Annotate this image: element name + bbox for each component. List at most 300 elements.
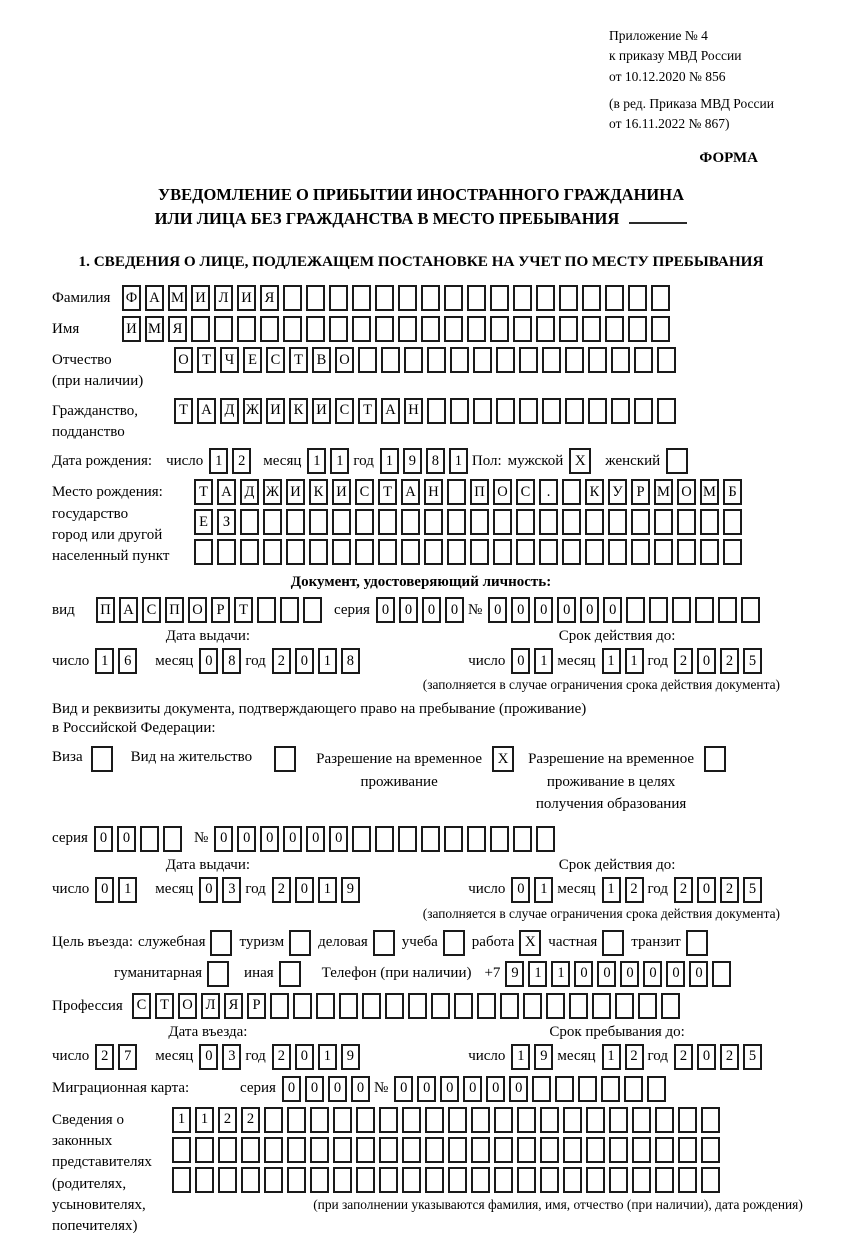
char-cell[interactable]	[559, 316, 578, 342]
char-cell[interactable]: С	[142, 597, 161, 623]
char-cell[interactable]: Н	[404, 398, 423, 424]
char-cell[interactable]	[352, 285, 371, 311]
char-cell[interactable]	[494, 1107, 513, 1133]
char-cell[interactable]: И	[312, 398, 331, 424]
char-cell[interactable]	[539, 509, 558, 535]
char-cell[interactable]	[427, 398, 446, 424]
char-cell[interactable]: 5	[743, 1044, 762, 1070]
char-cell[interactable]	[310, 1137, 329, 1163]
char-cell[interactable]: И	[191, 285, 210, 311]
char-cell[interactable]	[356, 1167, 375, 1193]
char-cell[interactable]	[375, 285, 394, 311]
char-cell[interactable]	[651, 316, 670, 342]
char-cell[interactable]: З	[217, 509, 236, 535]
char-cell[interactable]: О	[493, 479, 512, 505]
char-cell[interactable]: 1	[449, 448, 468, 474]
char-cell[interactable]: 0	[580, 597, 599, 623]
char-cell[interactable]	[634, 347, 653, 373]
char-cell[interactable]: 0	[509, 1076, 528, 1102]
char-cell[interactable]: 0	[534, 597, 553, 623]
char-cell[interactable]: А	[145, 285, 164, 311]
char-cell[interactable]	[655, 1137, 674, 1163]
char-cell[interactable]: К	[309, 479, 328, 505]
char-cell[interactable]	[631, 539, 650, 565]
char-cell[interactable]: 2	[272, 1044, 291, 1070]
char-cell[interactable]: 7	[118, 1044, 137, 1070]
char-cell[interactable]: 1	[318, 877, 337, 903]
char-cell[interactable]: 2	[674, 877, 693, 903]
char-cell[interactable]	[592, 993, 611, 1019]
char-cell[interactable]: 1	[602, 1044, 621, 1070]
char-cell[interactable]: 2	[241, 1107, 260, 1133]
char-cell[interactable]: Т	[289, 347, 308, 373]
char-cell[interactable]: 0	[295, 1044, 314, 1070]
char-cell[interactable]	[611, 398, 630, 424]
char-cell[interactable]	[329, 285, 348, 311]
char-cell[interactable]	[163, 826, 182, 852]
char-cell[interactable]	[286, 539, 305, 565]
char-cell[interactable]: М	[145, 316, 164, 342]
char-cell[interactable]	[303, 597, 322, 623]
char-cell[interactable]	[677, 509, 696, 535]
char-cell[interactable]	[473, 347, 492, 373]
char-cell[interactable]: С	[266, 347, 285, 373]
char-cell[interactable]	[379, 1167, 398, 1193]
char-cell[interactable]: 0	[305, 1076, 324, 1102]
char-cell[interactable]: Ф	[122, 285, 141, 311]
char-cell[interactable]	[214, 316, 233, 342]
char-cell[interactable]	[378, 539, 397, 565]
char-cell[interactable]	[264, 1167, 283, 1193]
char-cell[interactable]	[260, 316, 279, 342]
char-cell[interactable]	[490, 826, 509, 852]
char-cell[interactable]: Ж	[243, 398, 262, 424]
char-cell[interactable]	[356, 1137, 375, 1163]
char-cell[interactable]: 1	[528, 961, 547, 987]
char-cell[interactable]: Н	[424, 479, 443, 505]
char-cell[interactable]	[678, 1137, 697, 1163]
purpose-humanitarian-checkbox[interactable]	[207, 961, 229, 987]
char-cell[interactable]: 0	[94, 826, 113, 852]
char-cell[interactable]	[657, 398, 676, 424]
char-cell[interactable]: Т	[197, 347, 216, 373]
char-cell[interactable]	[700, 539, 719, 565]
char-cell[interactable]: 0	[282, 1076, 301, 1102]
char-cell[interactable]: С	[355, 479, 374, 505]
char-cell[interactable]	[540, 1107, 559, 1133]
char-cell[interactable]	[264, 1107, 283, 1133]
char-cell[interactable]	[634, 398, 653, 424]
char-cell[interactable]: А	[381, 398, 400, 424]
char-cell[interactable]	[578, 1076, 597, 1102]
char-cell[interactable]: А	[217, 479, 236, 505]
char-cell[interactable]	[601, 1076, 620, 1102]
char-cell[interactable]: 2	[625, 1044, 644, 1070]
char-cell[interactable]: И	[286, 479, 305, 505]
char-cell[interactable]: 2	[674, 648, 693, 674]
char-cell[interactable]	[678, 1167, 697, 1193]
char-cell[interactable]	[626, 597, 645, 623]
char-cell[interactable]	[454, 993, 473, 1019]
char-cell[interactable]	[470, 509, 489, 535]
char-cell[interactable]: 0	[697, 877, 716, 903]
char-cell[interactable]	[661, 993, 680, 1019]
char-cell[interactable]: 0	[394, 1076, 413, 1102]
purpose-work-checkbox[interactable]: X	[519, 930, 541, 956]
char-cell[interactable]: 1	[380, 448, 399, 474]
char-cell[interactable]: Т	[378, 479, 397, 505]
char-cell[interactable]	[306, 285, 325, 311]
char-cell[interactable]: 9	[534, 1044, 553, 1070]
char-cell[interactable]	[517, 1137, 536, 1163]
char-cell[interactable]	[493, 539, 512, 565]
char-cell[interactable]	[628, 316, 647, 342]
char-cell[interactable]: 9	[403, 448, 422, 474]
visa-checkbox[interactable]	[91, 746, 113, 772]
char-cell[interactable]: 3	[222, 877, 241, 903]
char-cell[interactable]	[718, 597, 737, 623]
char-cell[interactable]: 0	[417, 1076, 436, 1102]
char-cell[interactable]	[398, 316, 417, 342]
char-cell[interactable]: М	[654, 479, 673, 505]
purpose-business-checkbox[interactable]	[373, 930, 395, 956]
char-cell[interactable]	[283, 316, 302, 342]
char-cell[interactable]: К	[585, 479, 604, 505]
char-cell[interactable]: 0	[463, 1076, 482, 1102]
char-cell[interactable]	[611, 347, 630, 373]
char-cell[interactable]	[723, 509, 742, 535]
char-cell[interactable]	[654, 509, 673, 535]
char-cell[interactable]	[678, 1107, 697, 1133]
char-cell[interactable]	[519, 398, 538, 424]
char-cell[interactable]: Л	[201, 993, 220, 1019]
char-cell[interactable]	[270, 993, 289, 1019]
char-cell[interactable]	[257, 597, 276, 623]
char-cell[interactable]	[309, 539, 328, 565]
char-cell[interactable]	[473, 398, 492, 424]
male-checkbox[interactable]: X	[569, 448, 591, 474]
char-cell[interactable]: 8	[426, 448, 445, 474]
char-cell[interactable]: 2	[218, 1107, 237, 1133]
char-cell[interactable]: 0	[557, 597, 576, 623]
char-cell[interactable]	[513, 826, 532, 852]
purpose-other-checkbox[interactable]	[279, 961, 301, 987]
char-cell[interactable]	[427, 347, 446, 373]
char-cell[interactable]	[555, 1076, 574, 1102]
char-cell[interactable]: 0	[306, 826, 325, 852]
char-cell[interactable]	[467, 285, 486, 311]
char-cell[interactable]: И	[332, 479, 351, 505]
char-cell[interactable]: 0	[199, 1044, 218, 1070]
char-cell[interactable]: О	[174, 347, 193, 373]
char-cell[interactable]: 0	[511, 597, 530, 623]
char-cell[interactable]	[329, 316, 348, 342]
char-cell[interactable]: 0	[199, 877, 218, 903]
char-cell[interactable]: Р	[211, 597, 230, 623]
char-cell[interactable]: 0	[376, 597, 395, 623]
char-cell[interactable]	[523, 993, 542, 1019]
char-cell[interactable]: 0	[260, 826, 279, 852]
char-cell[interactable]	[494, 1137, 513, 1163]
char-cell[interactable]	[516, 539, 535, 565]
char-cell[interactable]	[425, 1137, 444, 1163]
char-cell[interactable]	[401, 539, 420, 565]
char-cell[interactable]	[333, 1137, 352, 1163]
char-cell[interactable]	[263, 539, 282, 565]
char-cell[interactable]: 0	[329, 826, 348, 852]
char-cell[interactable]	[447, 479, 466, 505]
char-cell[interactable]	[402, 1137, 421, 1163]
char-cell[interactable]	[402, 1107, 421, 1133]
char-cell[interactable]	[609, 1137, 628, 1163]
char-cell[interactable]: В	[312, 347, 331, 373]
char-cell[interactable]: Д	[220, 398, 239, 424]
char-cell[interactable]	[401, 509, 420, 535]
char-cell[interactable]	[712, 961, 731, 987]
char-cell[interactable]	[339, 993, 358, 1019]
char-cell[interactable]: 2	[232, 448, 251, 474]
char-cell[interactable]	[632, 1137, 651, 1163]
char-cell[interactable]: Л	[214, 285, 233, 311]
char-cell[interactable]	[310, 1167, 329, 1193]
char-cell[interactable]	[700, 509, 719, 535]
char-cell[interactable]: 8	[341, 648, 360, 674]
char-cell[interactable]: 1	[330, 448, 349, 474]
char-cell[interactable]: И	[122, 316, 141, 342]
char-cell[interactable]	[647, 1076, 666, 1102]
char-cell[interactable]	[546, 993, 565, 1019]
char-cell[interactable]: 1	[209, 448, 228, 474]
char-cell[interactable]	[447, 509, 466, 535]
char-cell[interactable]	[467, 316, 486, 342]
char-cell[interactable]: 2	[674, 1044, 693, 1070]
char-cell[interactable]: Т	[155, 993, 174, 1019]
char-cell[interactable]: 0	[95, 877, 114, 903]
char-cell[interactable]	[398, 826, 417, 852]
char-cell[interactable]: 1	[602, 648, 621, 674]
char-cell[interactable]	[651, 285, 670, 311]
char-cell[interactable]	[741, 597, 760, 623]
char-cell[interactable]: 9	[505, 961, 524, 987]
char-cell[interactable]: К	[289, 398, 308, 424]
char-cell[interactable]	[562, 539, 581, 565]
char-cell[interactable]: 5	[743, 648, 762, 674]
char-cell[interactable]	[172, 1137, 191, 1163]
char-cell[interactable]	[582, 285, 601, 311]
char-cell[interactable]	[450, 398, 469, 424]
char-cell[interactable]	[563, 1167, 582, 1193]
char-cell[interactable]: 8	[222, 648, 241, 674]
char-cell[interactable]	[431, 993, 450, 1019]
char-cell[interactable]	[264, 1137, 283, 1163]
char-cell[interactable]	[513, 316, 532, 342]
char-cell[interactable]: Е	[243, 347, 262, 373]
char-cell[interactable]	[421, 316, 440, 342]
char-cell[interactable]	[450, 347, 469, 373]
char-cell[interactable]: 1	[318, 648, 337, 674]
char-cell[interactable]: Я	[168, 316, 187, 342]
char-cell[interactable]: Т	[194, 479, 213, 505]
char-cell[interactable]	[585, 539, 604, 565]
char-cell[interactable]	[470, 539, 489, 565]
char-cell[interactable]: 0	[620, 961, 639, 987]
char-cell[interactable]	[631, 509, 650, 535]
char-cell[interactable]	[287, 1137, 306, 1163]
char-cell[interactable]	[218, 1167, 237, 1193]
char-cell[interactable]	[378, 509, 397, 535]
char-cell[interactable]	[605, 316, 624, 342]
char-cell[interactable]: М	[700, 479, 719, 505]
char-cell[interactable]	[654, 539, 673, 565]
char-cell[interactable]	[421, 285, 440, 311]
char-cell[interactable]	[540, 1137, 559, 1163]
char-cell[interactable]	[447, 539, 466, 565]
char-cell[interactable]: 0	[440, 1076, 459, 1102]
char-cell[interactable]: 0	[511, 648, 530, 674]
char-cell[interactable]	[375, 316, 394, 342]
char-cell[interactable]: 6	[118, 648, 137, 674]
char-cell[interactable]: 1	[625, 648, 644, 674]
char-cell[interactable]	[217, 539, 236, 565]
char-cell[interactable]	[194, 539, 213, 565]
char-cell[interactable]	[632, 1167, 651, 1193]
char-cell[interactable]	[358, 347, 377, 373]
char-cell[interactable]	[540, 1167, 559, 1193]
char-cell[interactable]	[404, 347, 423, 373]
char-cell[interactable]	[425, 1107, 444, 1133]
char-cell[interactable]	[333, 1167, 352, 1193]
char-cell[interactable]: 0	[237, 826, 256, 852]
char-cell[interactable]: 1	[172, 1107, 191, 1133]
char-cell[interactable]	[448, 1107, 467, 1133]
char-cell[interactable]	[723, 539, 742, 565]
char-cell[interactable]	[588, 398, 607, 424]
char-cell[interactable]	[280, 597, 299, 623]
char-cell[interactable]	[536, 316, 555, 342]
char-cell[interactable]: 0	[214, 826, 233, 852]
char-cell[interactable]	[632, 1107, 651, 1133]
char-cell[interactable]	[490, 285, 509, 311]
char-cell[interactable]	[609, 1107, 628, 1133]
char-cell[interactable]	[628, 285, 647, 311]
char-cell[interactable]: О	[335, 347, 354, 373]
char-cell[interactable]: Я	[224, 993, 243, 1019]
char-cell[interactable]: 0	[689, 961, 708, 987]
char-cell[interactable]: А	[197, 398, 216, 424]
char-cell[interactable]: 2	[272, 877, 291, 903]
char-cell[interactable]: Т	[174, 398, 193, 424]
char-cell[interactable]	[241, 1167, 260, 1193]
char-cell[interactable]	[379, 1137, 398, 1163]
char-cell[interactable]: 0	[422, 597, 441, 623]
char-cell[interactable]: О	[188, 597, 207, 623]
edu-residence-checkbox[interactable]	[704, 746, 726, 772]
char-cell[interactable]	[195, 1137, 214, 1163]
char-cell[interactable]: 1	[307, 448, 326, 474]
char-cell[interactable]	[424, 539, 443, 565]
char-cell[interactable]: 0	[697, 648, 716, 674]
char-cell[interactable]	[701, 1167, 720, 1193]
char-cell[interactable]: 9	[341, 877, 360, 903]
char-cell[interactable]	[191, 316, 210, 342]
char-cell[interactable]: О	[677, 479, 696, 505]
char-cell[interactable]	[240, 509, 259, 535]
char-cell[interactable]	[444, 316, 463, 342]
char-cell[interactable]	[649, 597, 668, 623]
char-cell[interactable]: 0	[597, 961, 616, 987]
temp-residence-checkbox[interactable]: X	[492, 746, 514, 772]
char-cell[interactable]	[195, 1167, 214, 1193]
char-cell[interactable]	[493, 509, 512, 535]
char-cell[interactable]	[542, 398, 561, 424]
char-cell[interactable]: 0	[666, 961, 685, 987]
char-cell[interactable]	[608, 509, 627, 535]
char-cell[interactable]	[490, 316, 509, 342]
residence-permit-checkbox[interactable]	[274, 746, 296, 772]
char-cell[interactable]: 2	[720, 648, 739, 674]
char-cell[interactable]	[586, 1107, 605, 1133]
char-cell[interactable]	[287, 1167, 306, 1193]
char-cell[interactable]	[444, 826, 463, 852]
char-cell[interactable]: 1	[534, 877, 553, 903]
char-cell[interactable]	[624, 1076, 643, 1102]
char-cell[interactable]	[615, 993, 634, 1019]
char-cell[interactable]: Я	[260, 285, 279, 311]
char-cell[interactable]: П	[96, 597, 115, 623]
char-cell[interactable]	[425, 1167, 444, 1193]
char-cell[interactable]	[352, 826, 371, 852]
char-cell[interactable]: 0	[511, 877, 530, 903]
char-cell[interactable]	[701, 1137, 720, 1163]
char-cell[interactable]	[519, 347, 538, 373]
char-cell[interactable]: 1	[118, 877, 137, 903]
char-cell[interactable]: 0	[295, 877, 314, 903]
char-cell[interactable]	[588, 347, 607, 373]
purpose-transit-checkbox[interactable]	[686, 930, 708, 956]
char-cell[interactable]	[517, 1167, 536, 1193]
char-cell[interactable]	[333, 1107, 352, 1133]
char-cell[interactable]: 2	[95, 1044, 114, 1070]
char-cell[interactable]	[536, 285, 555, 311]
char-cell[interactable]: У	[608, 479, 627, 505]
char-cell[interactable]	[701, 1107, 720, 1133]
char-cell[interactable]	[283, 285, 302, 311]
char-cell[interactable]	[408, 993, 427, 1019]
char-cell[interactable]	[381, 347, 400, 373]
char-cell[interactable]: .	[539, 479, 558, 505]
char-cell[interactable]: Д	[240, 479, 259, 505]
char-cell[interactable]: 2	[272, 648, 291, 674]
char-cell[interactable]	[585, 509, 604, 535]
char-cell[interactable]: 0	[283, 826, 302, 852]
char-cell[interactable]	[695, 597, 714, 623]
char-cell[interactable]: С	[132, 993, 151, 1019]
char-cell[interactable]	[496, 398, 515, 424]
char-cell[interactable]: 1	[602, 877, 621, 903]
purpose-private-checkbox[interactable]	[602, 930, 624, 956]
char-cell[interactable]	[565, 347, 584, 373]
char-cell[interactable]	[172, 1167, 191, 1193]
char-cell[interactable]	[638, 993, 657, 1019]
char-cell[interactable]	[444, 285, 463, 311]
char-cell[interactable]	[655, 1107, 674, 1133]
purpose-official-checkbox[interactable]	[210, 930, 232, 956]
char-cell[interactable]	[352, 316, 371, 342]
char-cell[interactable]	[657, 347, 676, 373]
char-cell[interactable]: 0	[328, 1076, 347, 1102]
char-cell[interactable]	[448, 1167, 467, 1193]
char-cell[interactable]	[316, 993, 335, 1019]
